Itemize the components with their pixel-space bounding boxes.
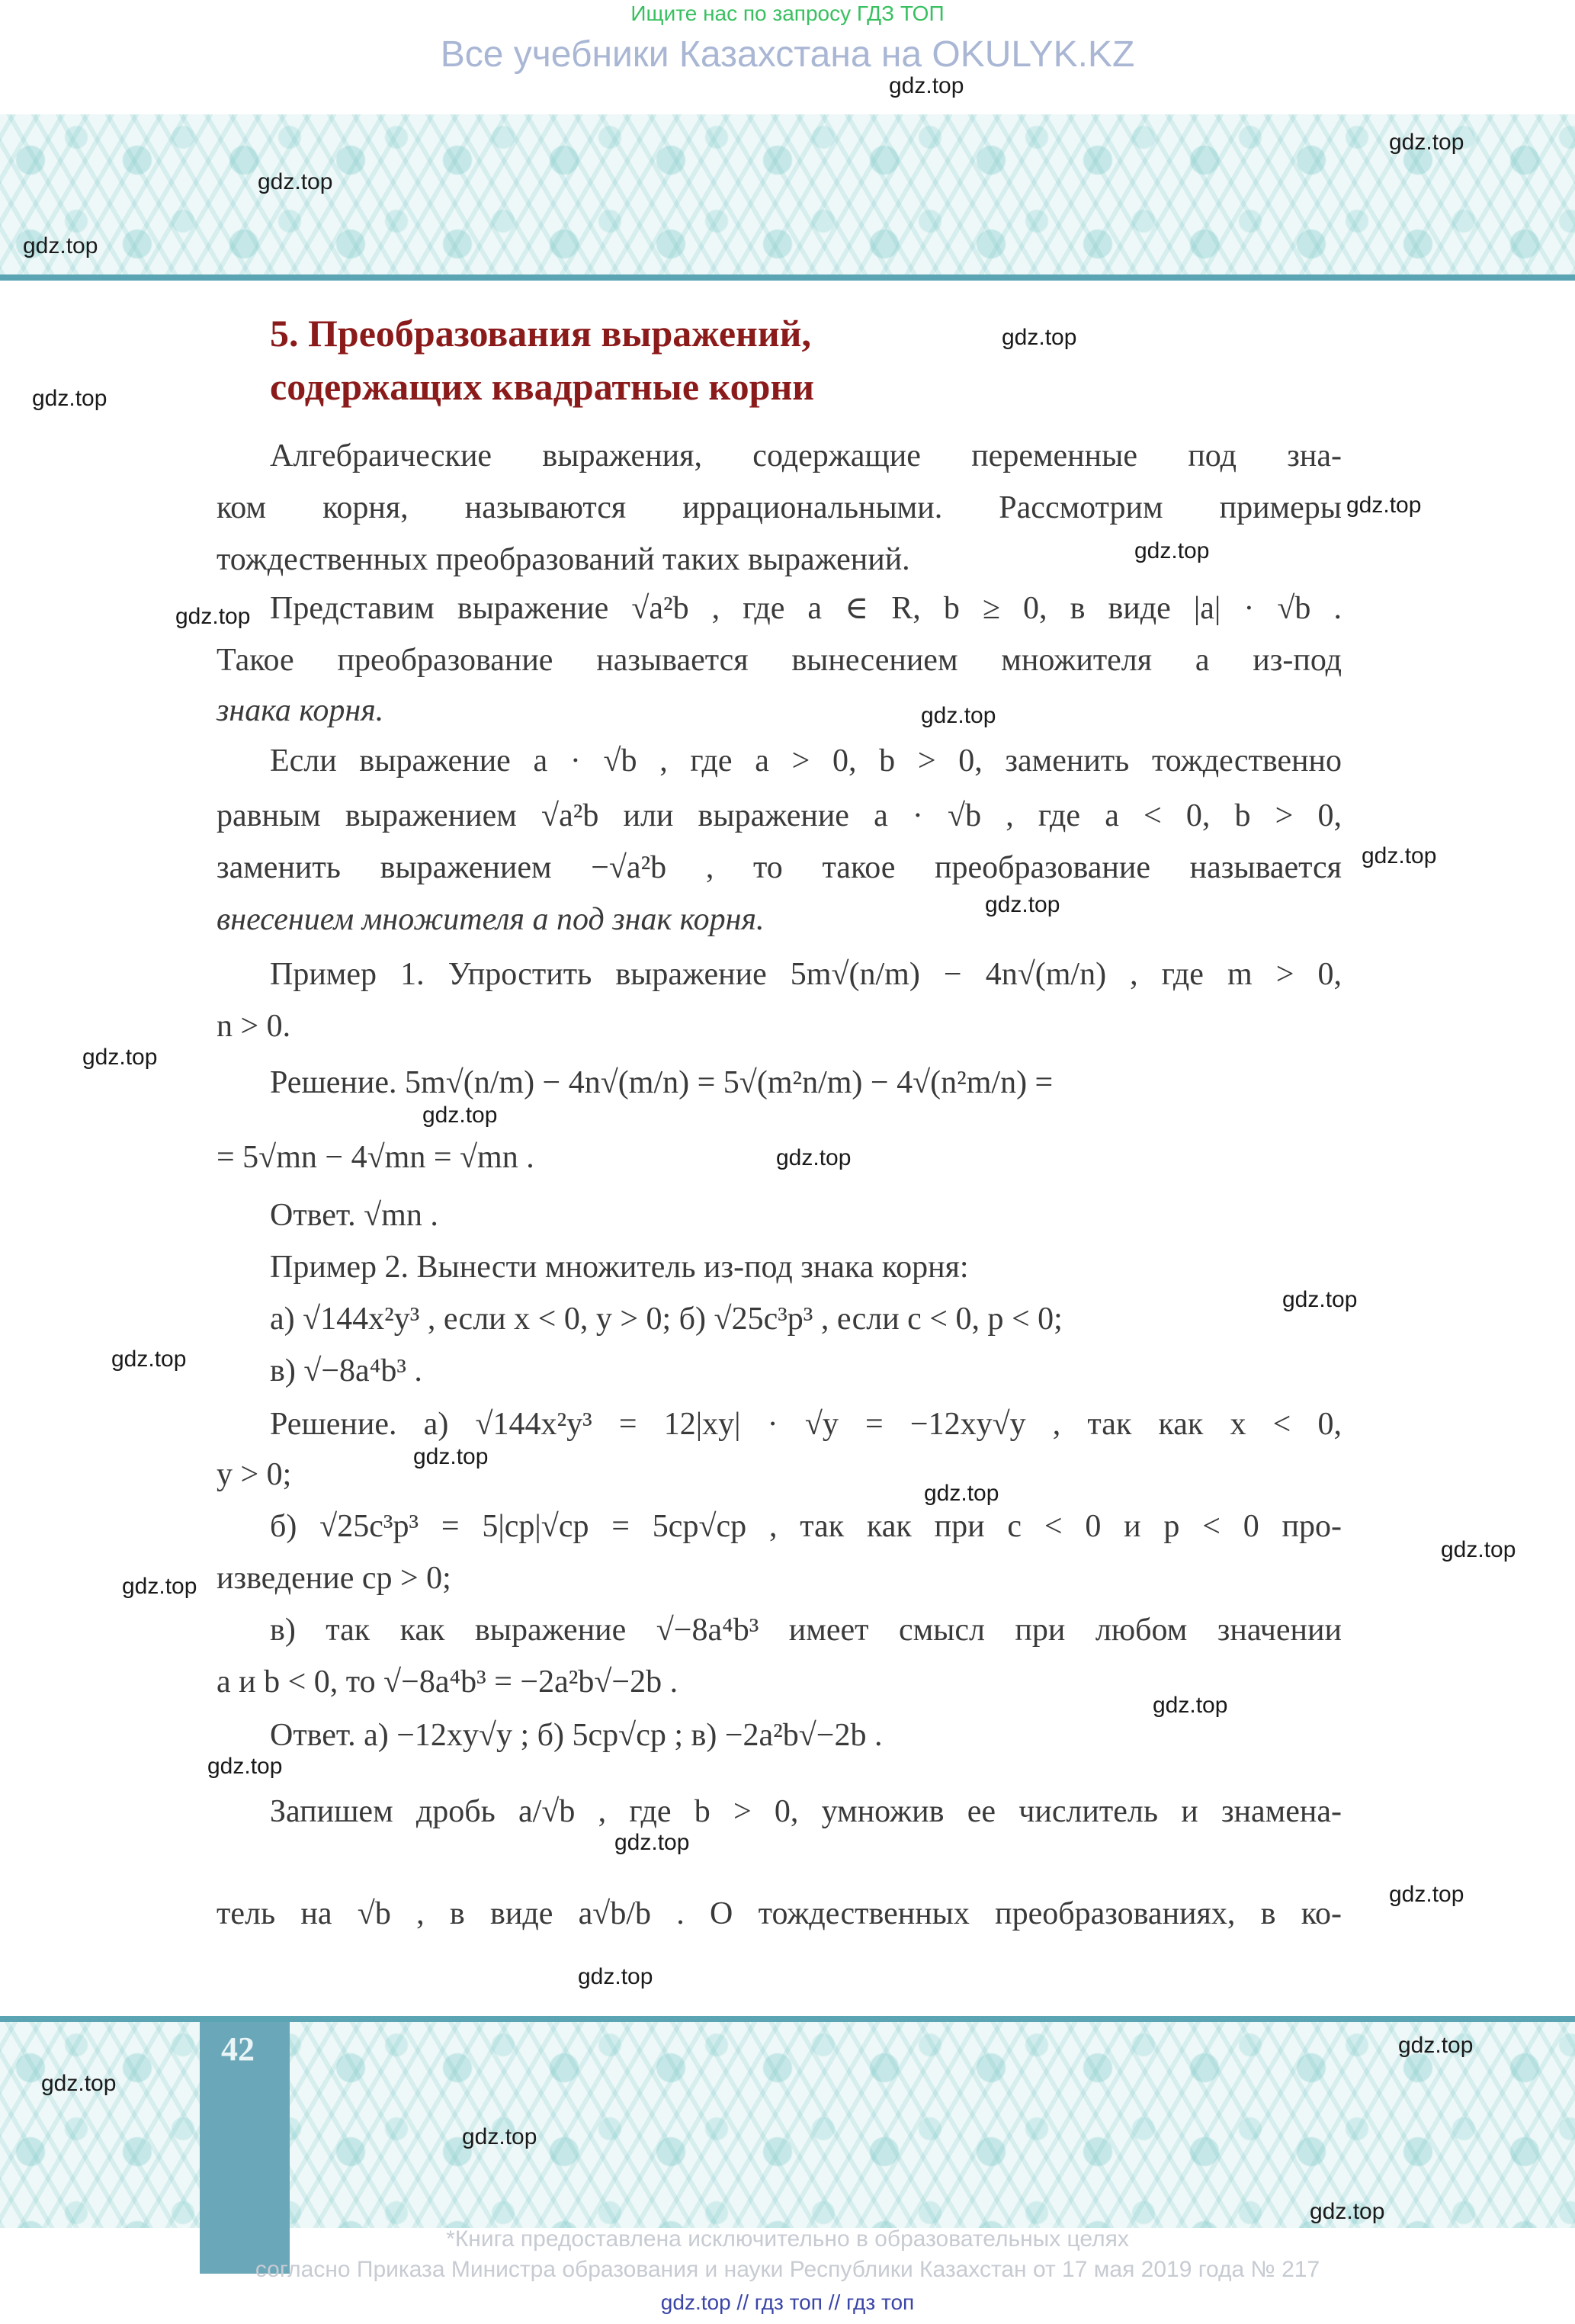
section-title-line-1: 5. Преобразования выражений, [270,312,811,355]
header-rule [0,274,1575,281]
page-number: 42 [221,2030,255,2068]
watermark: gdz.top [921,703,996,728]
footer-links[interactable]: gdz.top // гдз топ // гдз топ [660,2290,915,2314]
search-note: Ищите нас по запросу ГДЗ ТОП [630,2,945,25]
text-line-14: = 5√mn − 4√mn = √mn . [217,1140,534,1175]
watermark: gdz.top [462,2124,537,2149]
text-line-18: в) √−8a⁴b³ . [270,1353,422,1388]
text-line-23: в) так как выражение √−8a⁴b³ имеет смысл при любом значении [270,1613,1342,1648]
watermark: gdz.top [1441,1537,1516,1562]
watermark: gdz.top [1398,2033,1474,2058]
watermark: gdz.top [889,73,964,98]
watermark: gdz.top [578,1964,653,1989]
footer-note-2: согласно Приказа Министра образования и науки Республики Казахстан от 17 мая 2019 года № 217 [255,2257,1320,2282]
text-line-27: тель на √b , в виде a√b/b . О тождественных преобразованиях, в ко- [217,1896,1342,1931]
text-line-20: y > 0; [217,1457,292,1492]
text-line-3: тождественных преобразований таких выражений. [217,542,910,577]
text-line-11: Пример 1. Упростить выражение 5m√(n/m) − 4n√(m/n) , где m > 0, [270,957,1342,992]
watermark: gdz.top [1389,1882,1464,1907]
watermark: gdz.top [1282,1287,1358,1312]
text-line-9: заменить выражением −√a²b , то такое преобразование называется [217,850,1342,885]
text-line-6: знака корня. [217,693,384,728]
watermark: gdz.top [1002,325,1077,350]
text-line-2: ком корня, называются иррациональными. Рассмотрим примеры [217,490,1342,525]
watermark: gdz.top [175,604,251,629]
watermark: gdz.top [111,1347,187,1372]
text-line-24: a и b < 0, то √−8a⁴b³ = −2a²b√−2b . [217,1664,678,1700]
text-line-17: а) √144x²y³ , если x < 0, y > 0; б) √25c³p³ , если c < 0, p < 0; [270,1302,1063,1337]
watermark: gdz.top [1346,493,1422,518]
watermark: gdz.top [41,2071,117,2096]
watermark: gdz.top [1134,538,1210,563]
footer-note-1: *Книга предоставлена исключительно в образовательных целях [446,2226,1129,2252]
header-ornament [0,114,1575,274]
text-line-16: Пример 2. Вынести множитель из-под знака корня: [270,1250,969,1285]
watermark: gdz.top [776,1145,852,1170]
watermark: gdz.top [258,169,333,194]
text-line-25: Ответ. а) −12xy√y ; б) 5cp√cp ; в) −2a²b√−2b . [270,1718,883,1753]
text-line-13: Решение. 5m√(n/m) − 4n√(m/n) = 5√(m²n/m) − 4√(n²m/n) = [270,1065,1054,1100]
text-line-1: Алгебраические выражения, содержащие переменные под зна- [270,438,1342,473]
watermark: gdz.top [413,1444,489,1469]
watermark: gdz.top [614,1830,690,1855]
watermark: gdz.top [1153,1693,1228,1718]
text-line-19: Решение. а) √144x²y³ = 12|xy| · √y = −12xy√y , так как x < 0, [270,1407,1342,1442]
watermark: gdz.top [422,1103,498,1128]
text-line-8: равным выражением √a²b или выражение a · √b , где a < 0, b > 0, [217,798,1342,833]
text-line-21: б) √25c³p³ = 5|cp|√cp = 5cp√cp , так как при c < 0 и p < 0 про- [270,1509,1342,1544]
section-title-line-2: содержащих квадратные корни [270,365,815,408]
site-banner[interactable]: Все учебники Казахстана на OKULYK.KZ [440,34,1135,75]
text-line-22: изведение cp > 0; [217,1561,451,1596]
watermark: gdz.top [122,1574,197,1599]
watermark: gdz.top [1310,2199,1385,2224]
watermark: gdz.top [985,892,1060,917]
watermark: gdz.top [207,1754,283,1779]
text-line-15: Ответ. √mn . [270,1198,438,1233]
watermark: gdz.top [23,233,98,258]
text-line-12: n > 0. [217,1009,291,1044]
footer-rule [0,2016,1575,2022]
text-line-4: Представим выражение √a²b , где a ∈ R, b ≥ 0, в виде |a| · √b . [270,591,1342,626]
watermark: gdz.top [1362,843,1437,868]
text-line-5: Такое преобразование называется вынесением множителя a из-под [217,643,1342,678]
text-line-7: Если выражение a · √b , где a > 0, b > 0, заменить тождественно [270,743,1342,778]
watermark: gdz.top [1389,130,1464,155]
watermark: gdz.top [32,386,107,411]
text-line-10: внесением множителя a под знак корня. [217,902,765,937]
text-line-26: Запишем дробь a/√b , где b > 0, умножив ее числитель и знамена- [270,1794,1342,1829]
watermark: gdz.top [924,1481,999,1506]
watermark: gdz.top [82,1045,158,1070]
